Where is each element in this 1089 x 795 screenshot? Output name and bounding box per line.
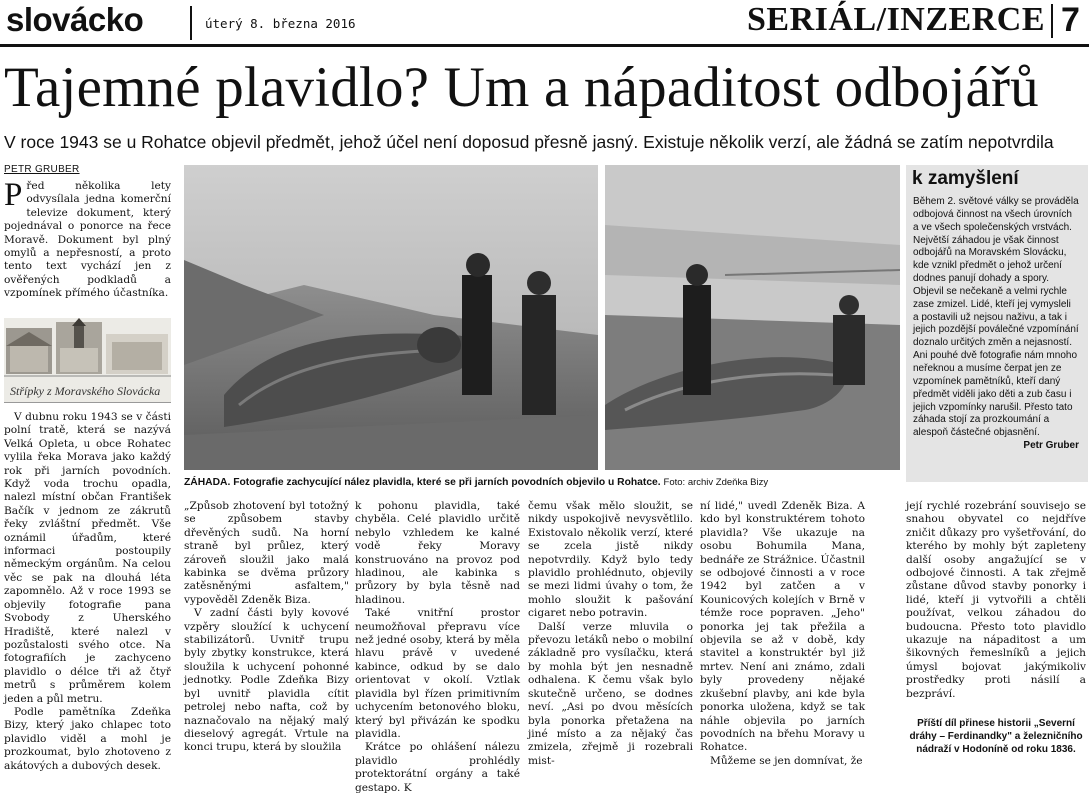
intro-text: řed několika lety odvysílala jedna komerční televize dokument, který pojednával o ponorce na řece Moravě. Dokument byl plný omylů a nepřesností, a proto tento text vychází jen z ověřených podkladů a vzpomínek přímého účastníka. xyxy=(4,180,171,300)
drop-cap: P xyxy=(4,177,23,213)
article-column-4 xyxy=(528,500,693,768)
series-label: Střípky z Moravského Slovácka xyxy=(10,384,161,398)
section-divider xyxy=(1051,4,1053,38)
header-rule xyxy=(0,44,1089,47)
paragraph: čemu však mělo sloužit, se nikdy uspokojivě nevysvětlilo. Existovalo několik verzí, které se zcela jistě nikdy nepotvrdily. Když bylo tedy plavidlo prohlédnuto, objevily se mezi lidmi úvahy o tom, že mohlo sloužit k pašování cigaret nebo potravin. xyxy=(528,500,693,620)
sidebar-signature: Petr Gruber xyxy=(1023,440,1079,452)
caption-lead: ZÁHADA. xyxy=(184,477,231,488)
sidebar-body: Během 2. světové války se prováděla odbojová činnost na všech úrovních a ve všech společenských vrstvách. Největší záhadou je však činnost odbojářů na Moravském Slovácku, kde vznikl předmět o jehož určení dodnes panují dohady a spory. Objevil se nečekaně a velmi rychle zase zmizel. Lidé, kteří jej vymysleli a postavili už nejsou naživu, a tak i jejich pozdější poválečné vzpomínání doznalo určitých změn a nejasností. Ani pouhé dvě fotografie nám mnoho neřeknou a musíme čerpat jen ze vzpomínek pamětníků, kteří daný předmět viděli jako děti a zub času i jejich vzpomínky narušil. Přesto tato záhada stojí za prozkoumání a alespoň částečné objasnění. xyxy=(913,196,1079,439)
article-column-3 xyxy=(355,500,520,795)
paragraph: Další verze mluvila o převozu letáků nebo o mobilní základně pro vysílačku, která by mohla být jen nesnadně odhalena. K čemu však bylo skutečně určeno, se dodnes neví. „Asi po dvou měsících byla ponorka přetažena na jiné místo a za nějaký čas zmizela, zřejmě ji rozebrali mist- xyxy=(528,620,693,767)
sidebar-box xyxy=(906,165,1088,482)
paragraph: Krátce po ohlášení nálezu plavidlo prohlédly protektorátní orgány a také gestapo. K xyxy=(355,741,520,794)
section-title: SERIÁL/INZERCE xyxy=(747,1,1045,38)
article-byline: PETR GRUBER xyxy=(4,164,80,175)
photo-caption xyxy=(184,476,900,489)
paragraph: Také vnitřní prostor neumožňoval přepravu více než jedné osoby, která by měla hlavu právě v uvedené kabince, odkud by se dalo orientovat v okolí. Vztlak plavidla byl řízen primitivním uchycením betonového bloku, který byl přivázán ke spodku plavidla. xyxy=(355,607,520,740)
article-column-2 xyxy=(184,500,349,755)
paragraph: V zadní části byly kovové vzpěry sloužící k uchycení stabilizátorů. Uvnitř trupu byly zbytky konstrukce, která sloužila k uchycení pohonné jednotky. Podle Zdeňka Bizy byl uvnitř plavidla cítit petrolej nebo nafta, což by naznačovalo na nějaký malý dieselový agregát. Vrtule na konci trupu, která by sloužila xyxy=(184,607,349,754)
article-column-1 xyxy=(4,411,171,773)
article-column-5 xyxy=(700,500,865,768)
article-intro xyxy=(4,177,171,301)
paragraph: k pohonu plavidla, také chyběla. Celé plavidlo určitě nebylo vzhledem ke kalné vodě řeky Moravy konstruováno na provoz pod hladinou, ale kabinka s průzory by byla těsně nad hladinou. xyxy=(355,500,520,606)
photo-vessel-left xyxy=(184,165,598,470)
page-number: 7 xyxy=(1061,1,1080,39)
sidebar-title: k zamyšlení xyxy=(912,168,1019,189)
header-divider xyxy=(190,6,192,40)
series-logo-image xyxy=(4,318,171,403)
article-subtitle: V roce 1943 se u Rohatce objevil předmět, jehož účel není doposud přesně jasný. Existuje několik verzí, ale žádná se zatím nepotvrdila xyxy=(4,132,1054,152)
issue-date: úterý 8. března 2016 xyxy=(205,16,356,31)
next-part-note: Příští díl přinese historii „Severní dráhy – Ferdinandky" a železničního nádraží v Hodoníně od roku 1836. xyxy=(909,718,1083,755)
paragraph: Podle pamětníka Zdeňka Bizy, který jako chlapec toto plavidlo viděl a mohl je prozkoumat, bylo zhotoveno z akátových a dubových desek. xyxy=(4,705,171,772)
article-column-6 xyxy=(906,500,1086,701)
sidebar-text xyxy=(913,196,1079,453)
newspaper-brand: slovácko xyxy=(6,1,144,38)
paragraph: V dubnu roku 1943 se v části polní tratě, která se nazývá Velká Opleta, u obce Rohatec vylila řeka Morava jako každý rok při jarních povodních. Když voda trochu opadla, nalezl místní občan František Bačík v jednom ze zákrutů řeky zvláštní předmět. Vše oznámil úřadům, které informaci postoupily německým orgánům. Na celou věc se pak na dlouhá léta zapomnělo. Až v roce 1993 se objevily fotografie pana Svobody z Uherského Hradiště, které nalezl v pozůstalosti svého otce. Na fotografiích je zachyceno plavidlo o délce tři až čtyř metrů s průměrem kolem jeden a půl metru. xyxy=(4,411,171,705)
caption-text: Fotografie zachycující nález plavidla, které se při jarních povodních objevilo u Rohatce. xyxy=(233,477,661,488)
photo-vessel-right xyxy=(605,165,900,470)
paragraph: „Způsob zhotovení byl totožný se způsobem stavby dřevěných sudů. Na horní straně byl průlez, který zároveň sloužil jako malá kabinka se dvěma průzory zatěsněnými asfaltem," vypověděl Zdeněk Biza. xyxy=(184,500,349,606)
paragraph: její rychlé rozebrání souvisejo se snahou obyvatel co nejdříve zničit důkazy pro vyšetřování, do kterého by mohly být zapleteny další osoby angažující se v odbojové činnosti. A tak zřejmě zůstane důvod stavby ponorky i lidé, kteří ji vytvořili a chtěli používat, velkou záhadou do budoucna. Přesto toto plavidlo ukazuje na nápaditost a um šikovných řemeslníků a jejich úmysl bojovat jakýmikoliv prostředky proti násilí a bezpráví. xyxy=(906,500,1086,700)
article-headline: Tajemné plavidlo? Um a nápaditost odbojářů xyxy=(4,56,1039,119)
paragraph: Můžeme se jen domnívat, že xyxy=(710,754,863,767)
caption-credit: Foto: archiv Zdeňka Bizy xyxy=(663,477,769,488)
paragraph: ní lidé," uvedl Zdeněk Biza. A kdo byl konstruktérem tohoto plavidla? Vše ukazuje na osobu Bohumila Mana, bednáře ze Strážnice. Účastnil se odbojové činnosti a v roce 1942 byl zatčen a v Kounicových kolejích v Brně v témže roce popraven. „Jeho" ponorka jej tak přežila a objevila se až v době, kdy stavitel a konstruktér byl již mrtev. Není ani známo, zdali byly provedeny nějaké zkušební plavby, ani kde byla ponorka uložena, když se tak náhle objevila po jarních povodních na břehu Moravy u Rohatce. xyxy=(700,500,865,754)
